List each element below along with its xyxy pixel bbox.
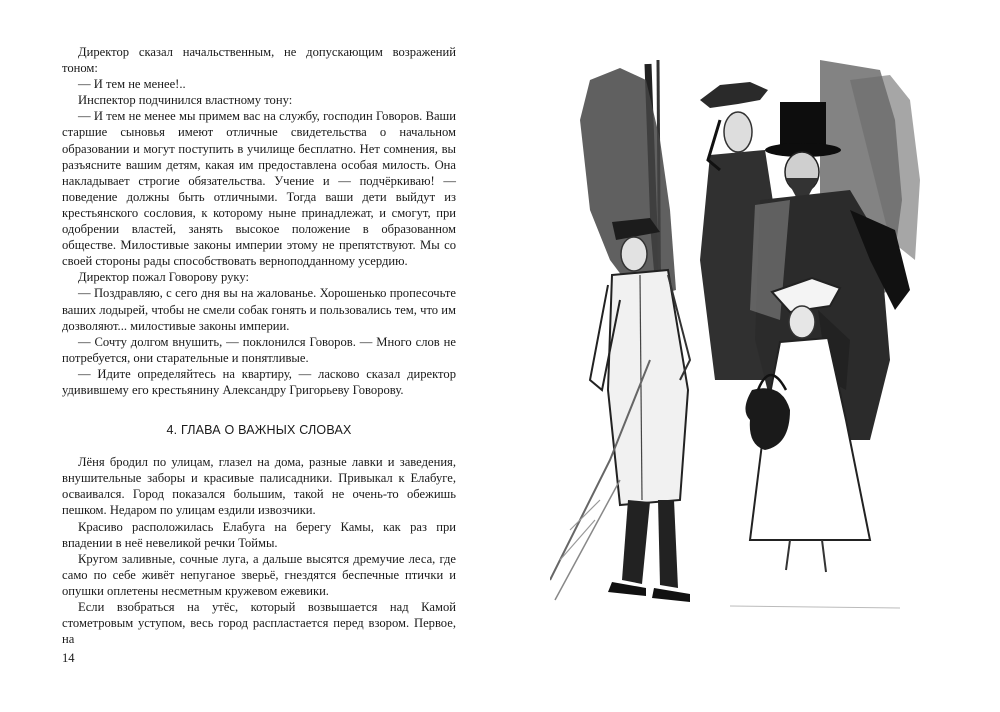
paragraph: Если взобраться на утёс, который возвышается над Камой стометровым уступом, весь город распластается перед взором. Первое, на [62,600,456,647]
paragraph: Директор сказал начальственным, не допускающим возражений тоном: [62,45,456,76]
paragraph: — И тем не менее мы примем вас на службу, господин Говоров. Ваши старшие сыновья имеют отличные свидетельства о начальном образовании и могут поступить в училище бесплатно. Нет сомнения, вы разъясните вашим детям, какая им предоставлена особая милость. Она накладывает строгие обязательства. Учение и — подчёркиваю! — поведение должны быть отличными. Тогда ваши дети выйдут из крестьянского сословия, к которому ныне принадлежат, и смогут, при одобрении властей, занять высокое положение в образованном обществе. Милостивые законы империи этому не препятствуют. Мы со своей стороны рады способствовать верноподданному усердию. [62,109,456,269]
paragraph: Лёня бродил по улицам, глазел на дома, разные лавки и заведения, внушительные заборы и красивые палисадники. Привыкал к Елабуге, осваивался. Город показался большим, такой не очень-то обежишь пешком. Недаром по улицам ездили извозчики. [62,455,456,518]
boy-figure [590,218,690,602]
text-column [62,44,456,647]
paragraph: Кругом заливные, сочные луга, а дальше высятся дремучие леса, где само по себе живёт непуганое зверьё, гнездятся беспечные птички и опушки оплетены несметным кружевом ежевики. [62,551,456,598]
paragraph: Красиво расположилась Елабуга на берегу Камы, как раз при впадении в неё невеликой речки Тоймы. [62,519,456,550]
street-scene-sketch [550,60,920,616]
illustration [550,60,920,616]
paragraph: — Поздравляю, с сего дня вы на жалованье. Хорошенько пропесочьте ваших лодырей, чтобы не смели собак гонять и пользовались тем, что им дозволяют... милостивые законы империи. [62,286,456,333]
paragraph: — Сочту долгом внушить, — поклонился Говоров. — Много слов не потребуется, они старательные и понятливые. [62,334,456,365]
paragraph: — И тем не менее!.. [78,77,186,92]
paragraph: — Идите определяйтесь на квартиру, — ласково сказал директор удивившему его крестьянину Александру Григорьеву Говорову. [62,366,456,397]
page-number: 14 [62,651,75,665]
chapter-title: 4. ГЛАВА О ВАЖНЫХ СЛОВАХ [166,423,352,438]
paragraph: Директор пожал Говорову руку: [78,270,249,285]
paragraph: Инспектор подчинился властному тону: [78,93,293,108]
